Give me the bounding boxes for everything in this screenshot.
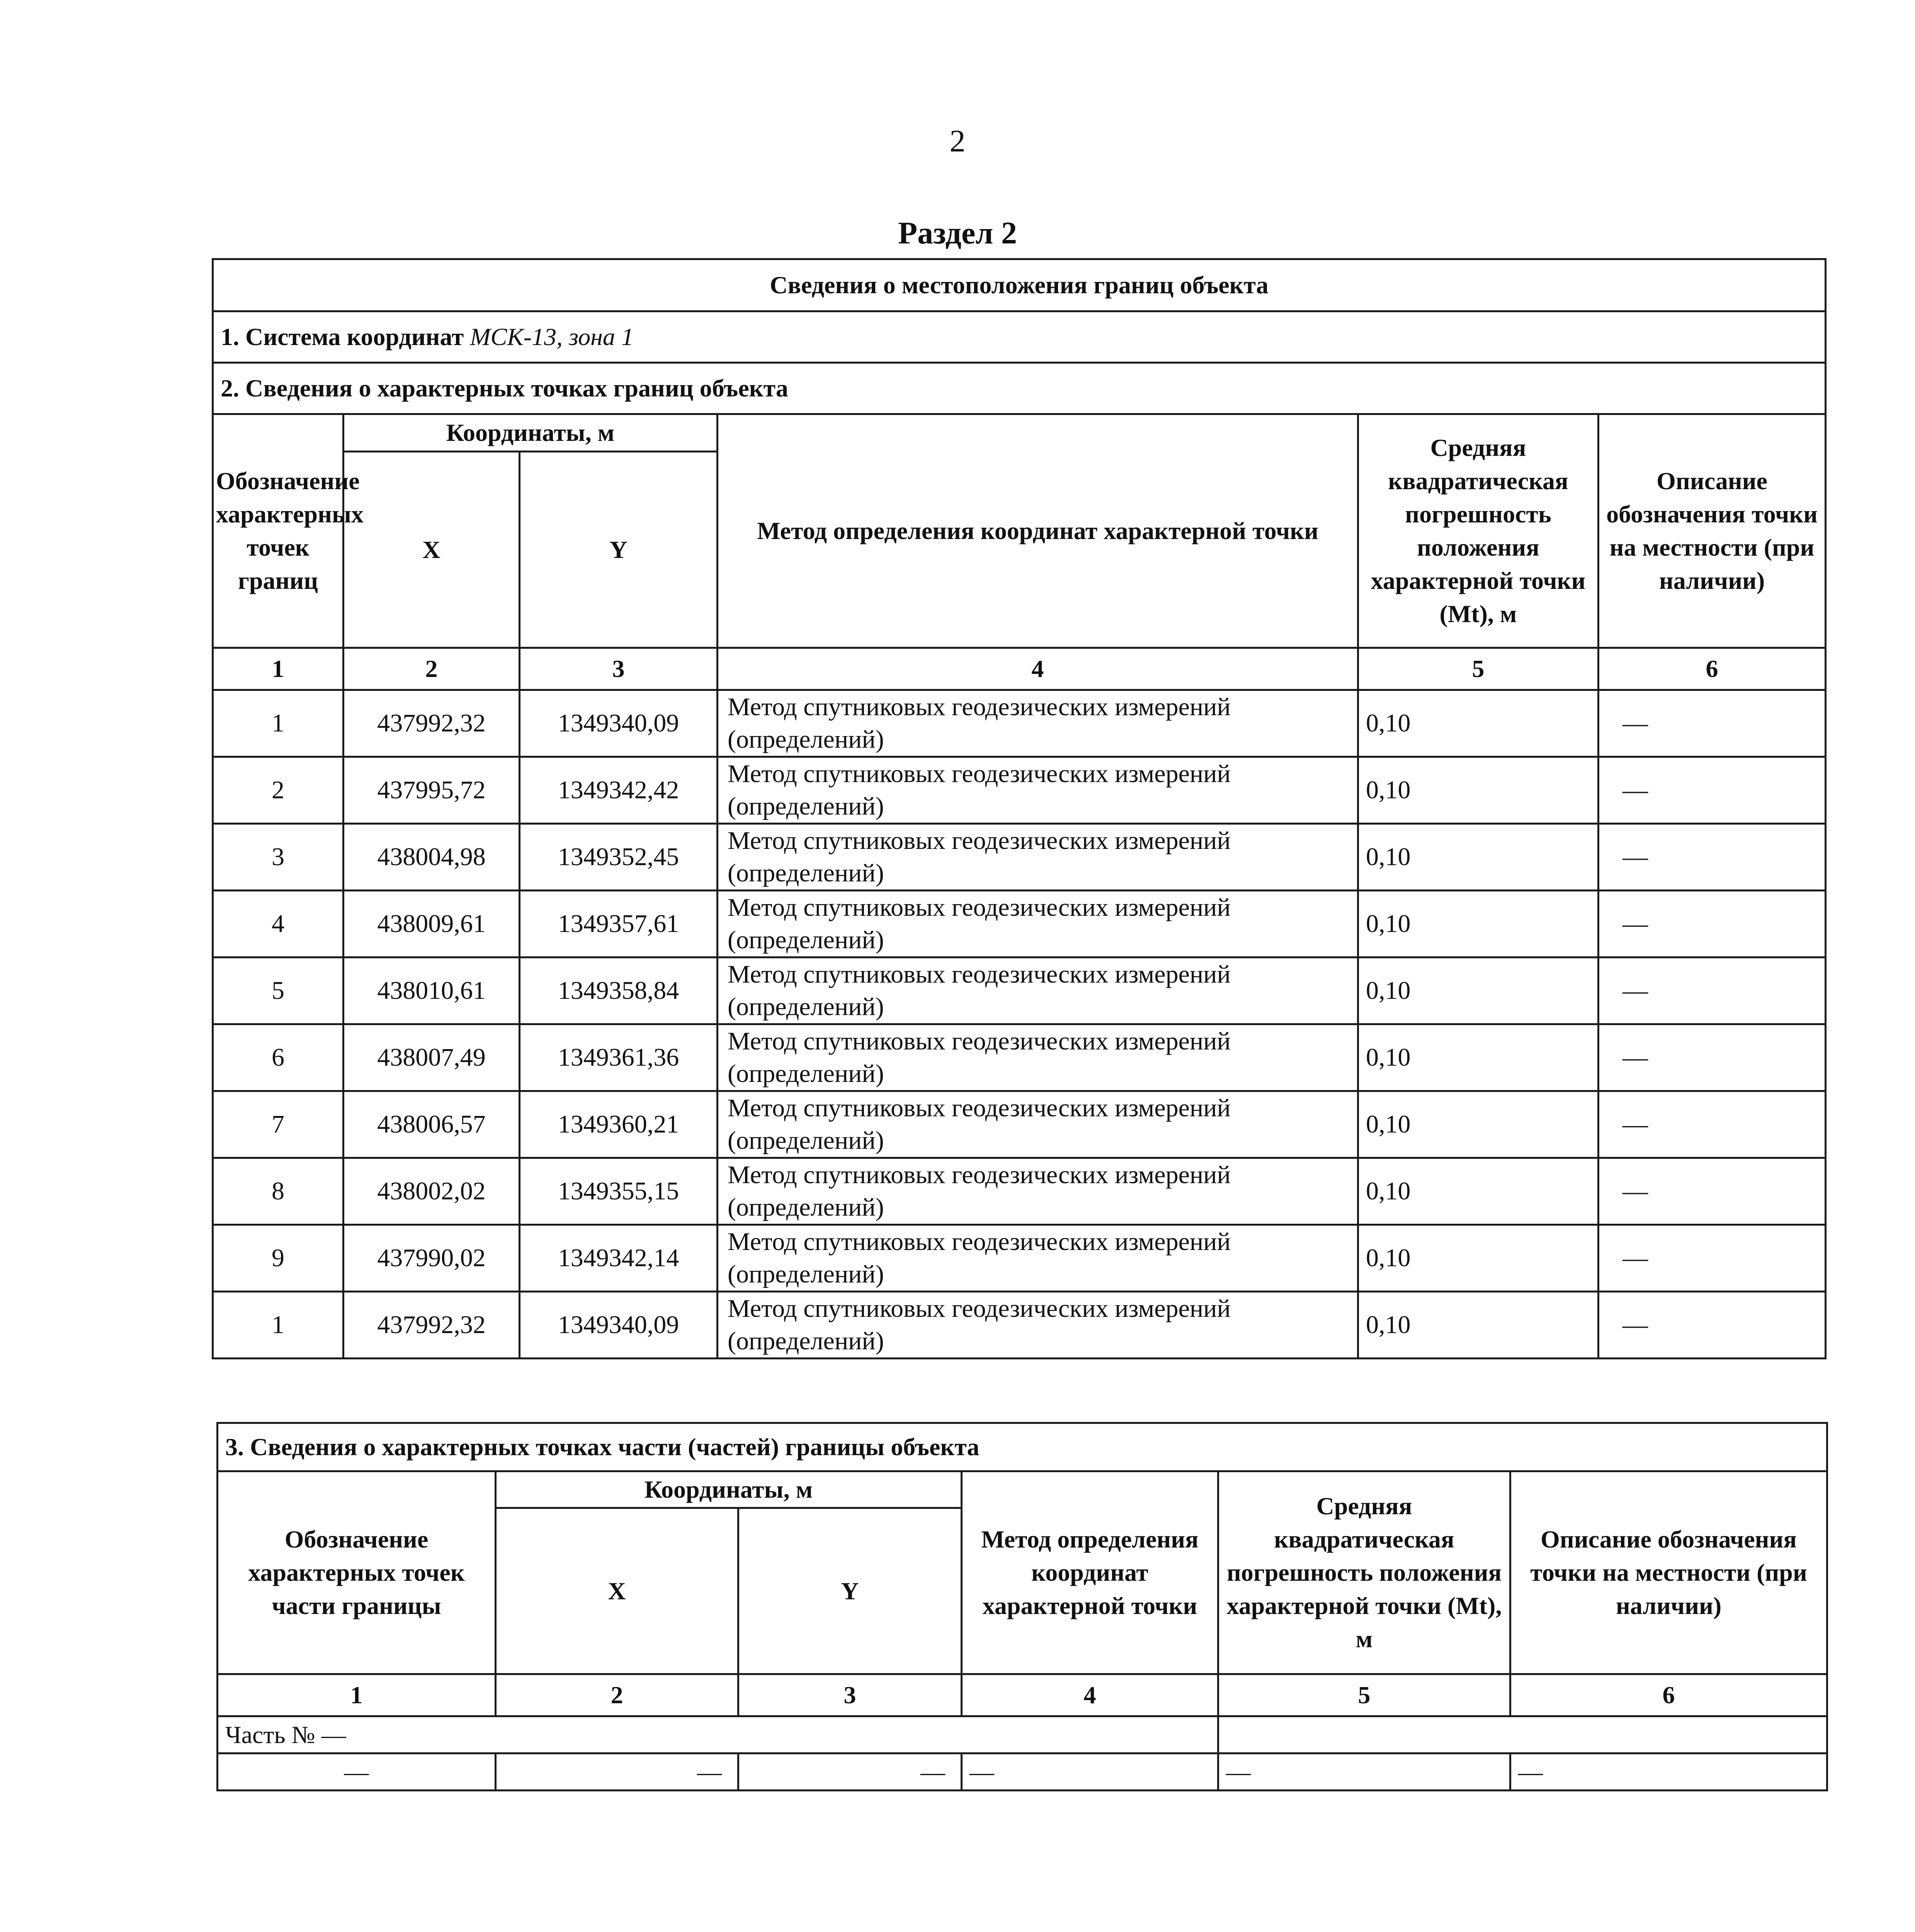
point-id: 4: [213, 891, 344, 957]
col-number: 2: [496, 1674, 738, 1716]
empty-cell: —: [738, 1753, 962, 1791]
method: Метод спутниковых геодезических измерений (определений): [718, 1091, 1358, 1158]
coord-y: 1349355,15: [520, 1158, 718, 1225]
col-number: 4: [962, 1674, 1218, 1716]
header-designation: Обозначение характерных точек границ: [213, 414, 344, 648]
part-label: Часть № —: [218, 1716, 1218, 1753]
point-id: 2: [213, 757, 344, 824]
coord-y: 1349340,09: [520, 1292, 718, 1359]
coord-x: 437992,32: [344, 690, 520, 757]
header-accuracy: Средняя квадратическая погрешность положения характерной точки (Mt), м: [1358, 414, 1599, 648]
boundary-points-table: [212, 258, 1827, 1359]
table1-title: Сведения о местоположения границ объекта: [213, 259, 1826, 311]
empty-cell: —: [962, 1753, 1218, 1791]
coord-x: 438004,98: [344, 824, 520, 891]
method: Метод спутниковых геодезических измерений (определений): [718, 757, 1358, 824]
table-row: [213, 1024, 1826, 1091]
coord-x: 437992,32: [344, 1292, 520, 1359]
header-x: X: [344, 452, 520, 648]
accuracy: 0,10: [1358, 824, 1599, 891]
empty-cell: —: [218, 1753, 496, 1791]
header-description: Описание обозначения точки на местности (при наличии): [1599, 414, 1826, 648]
table-row: [213, 891, 1826, 957]
col-number: 2: [344, 648, 520, 690]
accuracy: 0,10: [1358, 1158, 1599, 1225]
description: —: [1599, 690, 1826, 757]
col-number: 3: [738, 1674, 962, 1716]
coord-y: 1349342,42: [520, 757, 718, 824]
coord-x: 437995,72: [344, 757, 520, 824]
coord-y: 1349360,21: [520, 1091, 718, 1158]
table-row: [213, 957, 1826, 1024]
coord-system-label: 1. Система координат: [221, 323, 464, 350]
col-number: 6: [1510, 1674, 1827, 1716]
coord-y: 1349357,61: [520, 891, 718, 957]
table-row: [213, 757, 1826, 824]
description: —: [1599, 1091, 1826, 1158]
table-row: [213, 1292, 1826, 1359]
coord-x: 437990,02: [344, 1225, 520, 1292]
coord-y: 1349361,36: [520, 1024, 718, 1091]
description: —: [1599, 824, 1826, 891]
accuracy: 0,10: [1358, 957, 1599, 1024]
coord-x: 438006,57: [344, 1091, 520, 1158]
point-id: 6: [213, 1024, 344, 1091]
method: Метод спутниковых геодезических измерений (определений): [718, 891, 1358, 957]
method: Метод спутниковых геодезических измерений (определений): [718, 1158, 1358, 1225]
col-number: 3: [520, 648, 718, 690]
header2-description: Описание обозначения точки на местности (при наличии): [1510, 1471, 1827, 1674]
header2-y: Y: [738, 1508, 962, 1674]
coord-system-row: [213, 311, 1826, 363]
method: Метод спутниковых геодезических измерений (определений): [718, 1292, 1358, 1359]
empty-cell: —: [1510, 1753, 1827, 1791]
table-row: [213, 1091, 1826, 1158]
accuracy: 0,10: [1358, 1024, 1599, 1091]
header2-coords: Координаты, м: [496, 1471, 962, 1508]
coord-x: 438007,49: [344, 1024, 520, 1091]
header2-x: X: [496, 1508, 738, 1674]
description: —: [1599, 1225, 1826, 1292]
section-title: Раздел 2: [898, 215, 1017, 250]
point-id: 1: [213, 1292, 344, 1359]
coord-y: 1349340,09: [520, 690, 718, 757]
point-id: 7: [213, 1091, 344, 1158]
coord-system-value: МСК-13, зона 1: [470, 323, 634, 350]
col-number: 5: [1218, 1674, 1510, 1716]
accuracy: 0,10: [1358, 690, 1599, 757]
method: Метод спутниковых геодезических измерений (определений): [718, 1225, 1358, 1292]
method: Метод спутниковых геодезических измерений (определений): [718, 690, 1358, 757]
col-number: 6: [1599, 648, 1826, 690]
col-number: 1: [213, 648, 344, 690]
description: —: [1599, 957, 1826, 1024]
col-number: 5: [1358, 648, 1599, 690]
method: Метод спутниковых геодезических измерений (определений): [718, 824, 1358, 891]
header-coords: Координаты, м: [344, 414, 718, 452]
header-y: Y: [520, 452, 718, 648]
empty-cell: —: [496, 1753, 738, 1791]
point-id: 8: [213, 1158, 344, 1225]
coord-x: 438010,61: [344, 957, 520, 1024]
coord-y: 1349352,45: [520, 824, 718, 891]
header-method: Метод определения координат характерной точки: [718, 414, 1358, 648]
coord-x: 438009,61: [344, 891, 520, 957]
part-label-empty: [1218, 1716, 1827, 1753]
page-number: 2: [949, 123, 966, 158]
point-id: 5: [213, 957, 344, 1024]
method: Метод спутниковых геодезических измерений (определений): [718, 957, 1358, 1024]
table-row: [218, 1753, 1827, 1791]
table-row: [213, 690, 1826, 757]
description: —: [1599, 1292, 1826, 1359]
header2-method: Метод определения координат характерной точки: [962, 1471, 1218, 1674]
accuracy: 0,10: [1358, 1091, 1599, 1158]
part-points-heading: 3. Сведения о характерных точках части (частей) границы объекта: [218, 1423, 1827, 1471]
accuracy: 0,10: [1358, 1225, 1599, 1292]
empty-cell: —: [1218, 1753, 1510, 1791]
col-number: 4: [718, 648, 1358, 690]
accuracy: 0,10: [1358, 1292, 1599, 1359]
coord-y: 1349358,84: [520, 957, 718, 1024]
point-id: 3: [213, 824, 344, 891]
point-id: 9: [213, 1225, 344, 1292]
accuracy: 0,10: [1358, 891, 1599, 957]
description: —: [1599, 757, 1826, 824]
points-heading: 2. Сведения о характерных точках границ объекта: [213, 363, 1826, 414]
table-row: [213, 824, 1826, 891]
coord-x: 438002,02: [344, 1158, 520, 1225]
point-id: 1: [213, 690, 344, 757]
description: —: [1599, 891, 1826, 957]
header2-accuracy: Средняя квадратическая погрешность положения характерной точки (Mt), м: [1218, 1471, 1510, 1674]
method: Метод спутниковых геодезических измерений (определений): [718, 1024, 1358, 1091]
description: —: [1599, 1024, 1826, 1091]
table-row: [213, 1225, 1826, 1292]
col-number: 1: [218, 1674, 496, 1716]
description: —: [1599, 1158, 1826, 1225]
part-boundary-points-table: [216, 1422, 1828, 1791]
table-row: [213, 1158, 1826, 1225]
accuracy: 0,10: [1358, 757, 1599, 824]
header2-designation: Обозначение характерных точек части границы: [218, 1471, 496, 1674]
coord-y: 1349342,14: [520, 1225, 718, 1292]
